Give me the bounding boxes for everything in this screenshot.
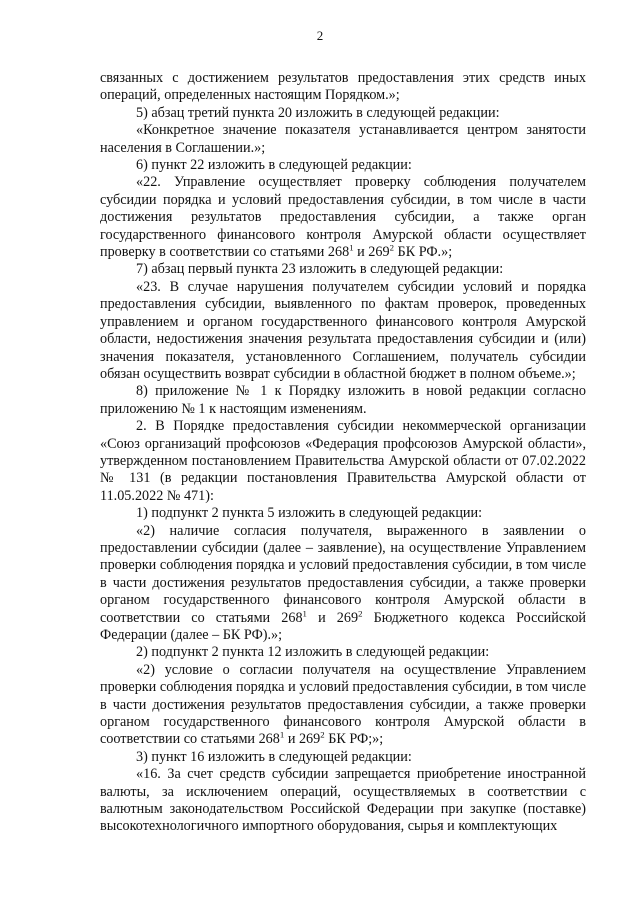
paragraph: 3) пункт 16 изложить в следующей редакции: (136, 748, 412, 765)
page-number: 2 (316, 28, 324, 43)
superscript: 2 (389, 242, 394, 253)
document-body (100, 70, 586, 836)
superscript: 1 (349, 242, 354, 253)
paragraph: 7) абзац первый пункта 23 изложить в следующей редакции: (136, 261, 504, 278)
paragraph: 2. В Порядке предоставления субсидии некоммерческой организации «Союз организаций профсоюзов «Федерация профсоюзов Амурской области», утвержденном постановлением Правительства Амурской области от 07.02.2022 № 131 (в редакции постановления Правительства Амурской области от 11.05.2022 № 471): (100, 418, 586, 504)
paragraph: 5) абзац третий пункта 20 изложить в следующей редакции: (136, 104, 500, 121)
paragraph: «Конкретное значение показателя устанавливается центром занятости населения в Соглашении.»; (100, 122, 586, 156)
paragraph: «23. В случае нарушения получателем субсидии условий и порядка предоставления субсидии, выявленного по фактам проверок, проведенных управлением и органом государственного финансового контроля Амурской области, недостижения значения результата предоставления субсидии и (или) значения показателя, установленного Соглашением, получатель субсидии обязан осуществить возврат субсидии в областной бюджет в полном объеме.»; (100, 278, 586, 382)
paragraph: «2) наличие согласия получателя, выраженного в заявлении о предоставлении субсидии (далее – заявление), на осуществление Управлением проверки соблюдения порядка и условий предоставления субсидии, в том числе в части достижения результатов предоставления субсидии, а также проверки органом государственного финансового контроля Амурской области в соответствии со статьями $268^1$ и $269^2$ Бюджетного кодекса Российской Федерации (далее – БК РФ).»; (100, 522, 587, 643)
paragraph: 2) подпункт 2 пункта 12 изложить в следующей редакции: (136, 644, 490, 661)
paragraph: связанных с достижением результатов предоставления этих средств иных операций, определенных настоящим Порядком.»; (100, 70, 586, 104)
paragraph: 6) пункт 22 изложить в следующей редакции: (136, 157, 412, 174)
superscript: 1 (279, 729, 285, 740)
superscript: 1 (302, 607, 307, 618)
superscript: 2 (358, 607, 363, 618)
paragraph: «2) условие о согласии получателя на осуществление Управлением проверки соблюдения порядка и условий предоставления субсидии, в том числе в части достижения результатов предоставления субсидии, а также проверки органом государственного финансового контроля Амурской области в соответствии со статьями $268^1$ и $269^2$ БК РФ;»; (100, 661, 586, 748)
paragraph: «22. Управление осуществляет проверку соблюдения получателем субсидии порядка и условий предоставления субсидии, в том числе в части достижения результатов предоставления субсидии, а также орган государственного финансового контроля Амурской области осуществляет проверку в соответствии со статьями $268^1$ и $269^2$ БК РФ.»; (100, 174, 586, 261)
superscript: 2 (320, 729, 325, 740)
paragraph: «16. За счет средств субсидии запрещается приобретение иностранной валюты, за исключением операций, осуществляемых в соответствии с валютным законодательством Российской Федерации при закупке (поставке) высокотехнологичного импортного оборудования, сырья и комплектующих (100, 766, 586, 835)
paragraph: 1) подпункт 2 пункта 5 изложить в следующей редакции: (136, 505, 483, 522)
paragraph: 8) приложение № 1 к Порядку изложить в новой редакции согласно приложению № 1 к настоящим изменениям. (100, 383, 586, 417)
